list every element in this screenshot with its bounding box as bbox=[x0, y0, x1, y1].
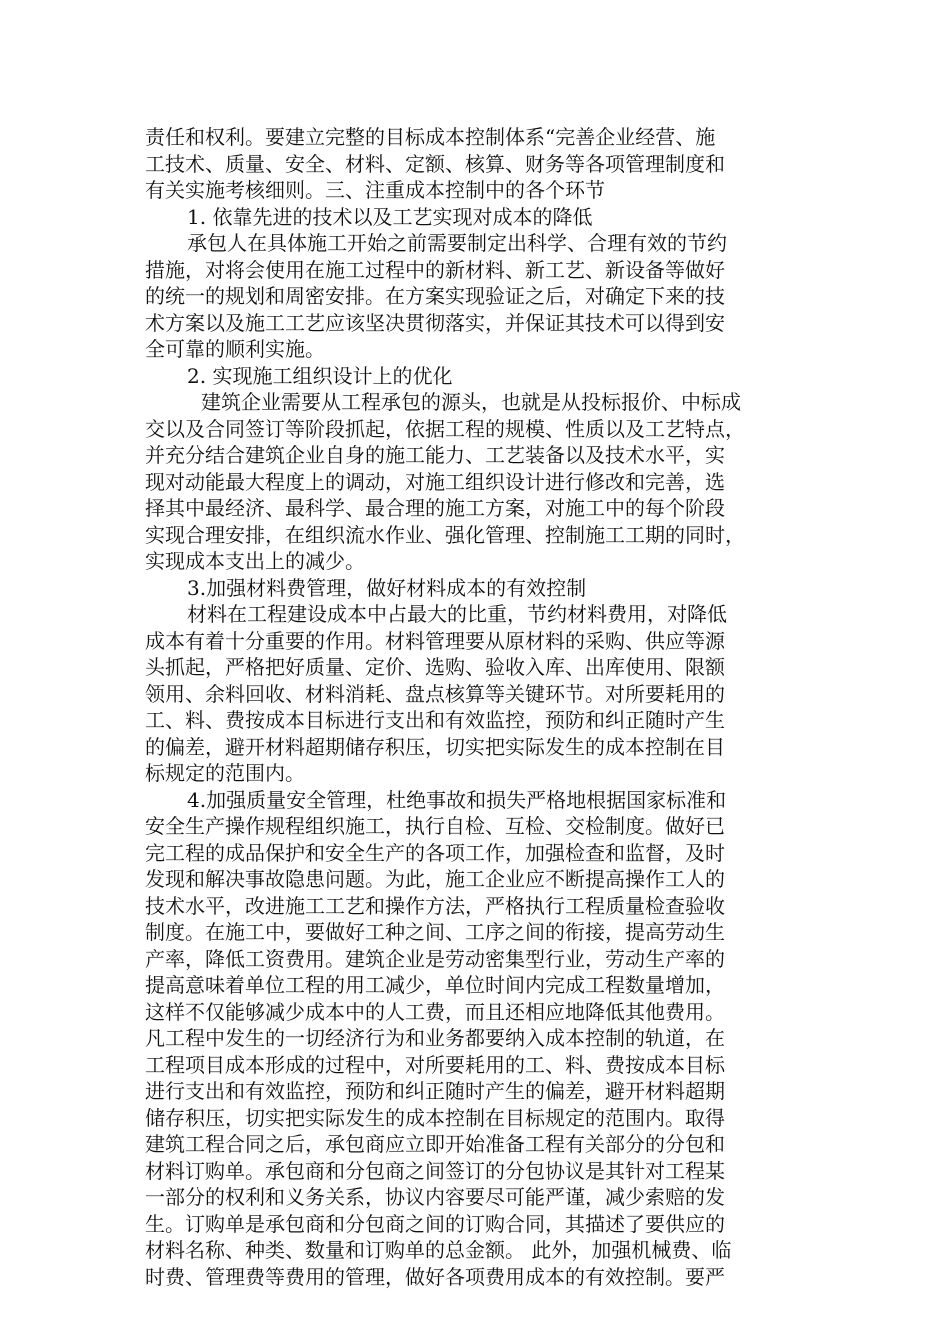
section-heading: 1. 依靠先进的技术以及工艺实现对成本的降低 bbox=[187, 204, 593, 229]
section-heading: 4.加强质量安全管理，杜绝事故和损失严格地根据国家标准和 bbox=[187, 787, 727, 812]
text-line: 一部分的权利和义务关系，协议内容要尽可能严谨，减少索赔的发 bbox=[145, 1185, 725, 1209]
text-line: 制度。在施工中，要做好工种之间、工序之间的衔接，提高劳动生 bbox=[145, 920, 725, 944]
text-line: 进行支出和有效监控，预防和纠正随时产生的偏差，避开材料超期 bbox=[145, 1079, 725, 1103]
text-line: 标规定的范围内。 bbox=[145, 761, 305, 785]
text-line: 时费、管理费等费用的管理，做好各项费用成本的有效控制。要严 bbox=[145, 1264, 725, 1289]
text-line: 责任和权利。要建立完整的目标成本控制体系“完善企业经营、施 bbox=[145, 125, 716, 149]
text-line: 提高意味着单位工程的用工减少，单位时间内完成工程数量增加， bbox=[145, 973, 725, 997]
text-line: 安全生产操作规程组织施工，执行自检、互检、交检制度。做好已 bbox=[145, 814, 725, 838]
text-line: 建筑工程合同之后，承包商应立即开始准备工程有关部分的分包和 bbox=[145, 1132, 725, 1156]
text-line: 材料名称、种类、数量和订购单的总金额。 此外，加强机械费、临 bbox=[145, 1238, 732, 1262]
text-line: 全可靠的顺利实施。 bbox=[145, 337, 325, 361]
text-line: 实现成本支出上的减少。 bbox=[145, 549, 365, 573]
text-line: 完工程的成品保护和安全生产的各项工作，加强检查和监督，及时 bbox=[145, 840, 725, 865]
text-line: 的偏差，避开材料超期储存积压，切实把实际发生的成本控制在目 bbox=[145, 734, 725, 759]
text-line: 交以及合同签订等阶段抓起，依据工程的规模、性质以及工艺特点， bbox=[145, 416, 745, 441]
text-line: 的统一的规划和周密安排。在方案实现验证之后，对确定下来的技 bbox=[145, 284, 725, 308]
text-line: 择其中最经济、最科学、最合理的施工方案，对施工中的每个阶段 bbox=[145, 496, 725, 520]
text-line: 材料在工程建设成本中占最大的比重，节约材料费用，对降低 bbox=[187, 602, 727, 626]
text-line: 术方案以及施工工艺应该坚决贯彻落实，并保证其技术可以得到安 bbox=[145, 310, 725, 335]
text-line: 承包人在具体施工开始之前需要制定出科学、合理有效的节约 bbox=[187, 231, 727, 255]
text-line: 这样不仅能够减少成本中的人工费，而且还相应地降低其他费用。 bbox=[145, 999, 725, 1024]
section-heading: 3.加强材料费管理，做好材料成本的有效控制 bbox=[187, 575, 587, 600]
section-heading: 2. 实现施工组织设计上的优化 bbox=[187, 363, 453, 388]
document-page bbox=[145, 124, 805, 1290]
text-line: 工、料、费按成本目标进行支出和有效监控，预防和纠正随时产生 bbox=[145, 708, 725, 732]
text-line: 储存积压，切实把实际发生的成本控制在目标规定的范围内。取得 bbox=[145, 1105, 725, 1130]
text-line: 产率，降低工资费用。建筑企业是劳动密集型行业，劳动生产率的 bbox=[145, 946, 725, 971]
text-line: 有关实施考核细则。三、注重成本控制中的各个环节 bbox=[145, 178, 605, 202]
text-line: 成本有着十分重要的作用。材料管理要从原材料的采购、供应等源 bbox=[145, 628, 725, 653]
text-line: 现对动能最大程度上的调动，对施工组织设计进行修改和完善，选 bbox=[145, 469, 725, 494]
text-line: 头抓起，严格把好质量、定价、选购、验收入库、出库使用、限额 bbox=[145, 655, 725, 679]
text-line: 建筑企业需要从工程承包的源头，也就是从投标报价、中标成 bbox=[201, 390, 741, 414]
text-line: 发现和解决事故隐患问题。为此，施工企业应不断提高操作工人的 bbox=[145, 867, 725, 891]
text-line: 材料订购单。承包商和分包商之间签订的分包协议是其针对工程某 bbox=[145, 1158, 725, 1183]
text-line: 领用、余料回收、材料消耗、盘点核算等关键环节。对所要耗用的 bbox=[145, 681, 725, 706]
text-line: 生。订购单是承包商和分包商之间的订购合同，其描述了要供应的 bbox=[145, 1211, 725, 1236]
text-line: 凡工程中发生的一切经济行为和业务都要纳入成本控制的轨道，在 bbox=[145, 1026, 725, 1050]
text-line: 措施，对将会使用在施工过程中的新材料、新工艺、新设备等做好 bbox=[145, 257, 725, 282]
text-line: 工程项目成本形成的过程中，对所要耗用的工、料、费按成本目标 bbox=[145, 1052, 725, 1077]
text-line: 工技术、质量、安全、材料、定额、核算、财务等各项管理制度和 bbox=[145, 151, 725, 176]
text-line: 实现合理安排，在组织流水作业、强化管理、控制施工工期的同时， bbox=[145, 522, 745, 547]
text-line: 并充分结合建筑企业自身的施工能力、工艺装备以及技术水平，实 bbox=[145, 443, 725, 467]
text-line: 技术水平，改进施工工艺和操作方法，严格执行工程质量检查验收 bbox=[145, 893, 725, 918]
